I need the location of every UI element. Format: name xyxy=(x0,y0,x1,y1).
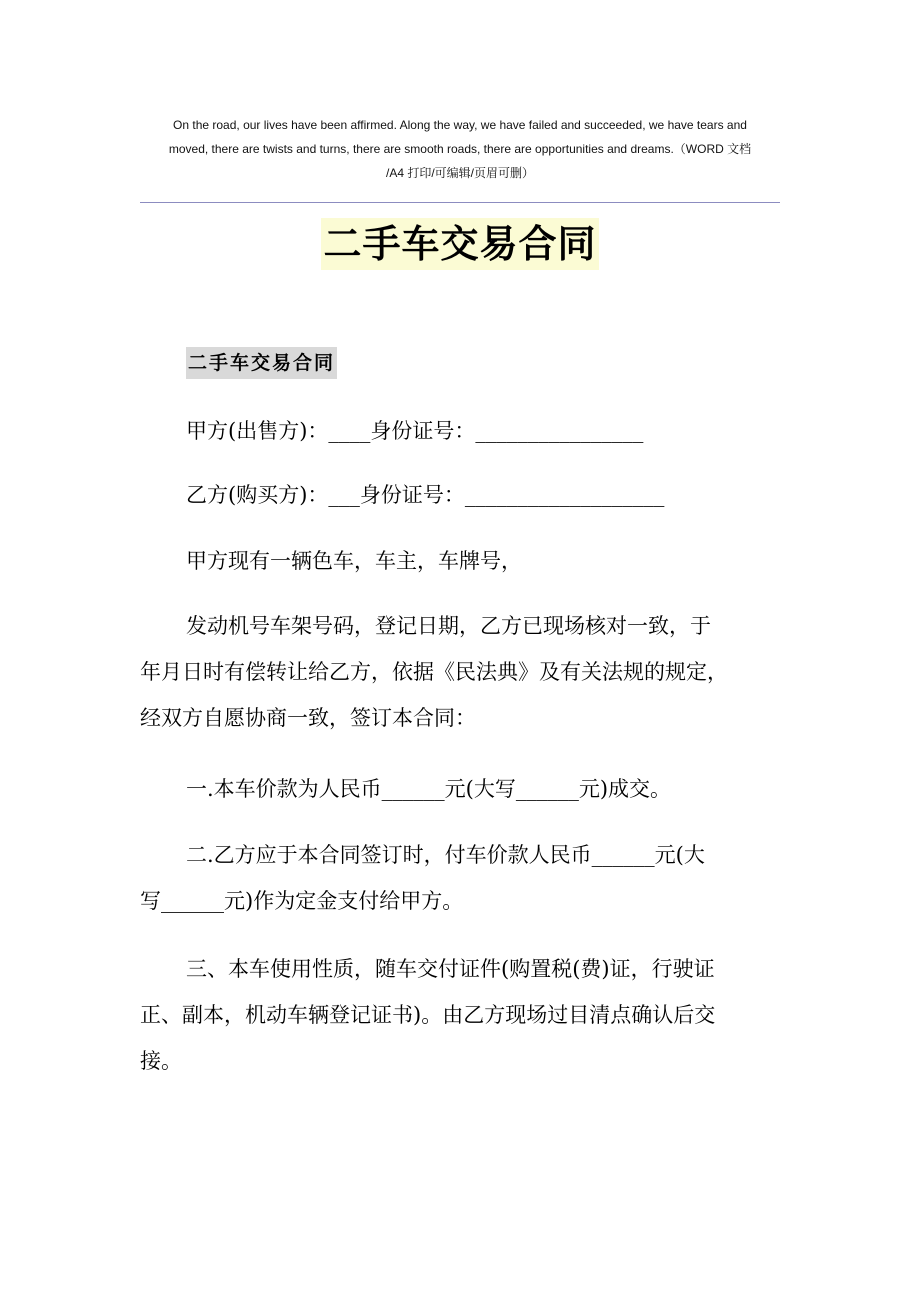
title-container xyxy=(0,218,920,270)
clause-2-line-2: 写______元)作为定金支付给甲方。 xyxy=(140,889,464,913)
clause-3-line-2: 正、副本，机动车辆登记证书)。由乙方现场过目清点确认后交 xyxy=(140,1003,716,1027)
party-a-text: 甲方(出售方)：____身份证号：________________ xyxy=(186,419,644,443)
clause-1-text: 一.本车价款为人民币______元(大写______元)成交。 xyxy=(186,777,672,801)
clause-3-line-3: 接。 xyxy=(140,1049,182,1073)
header-line-1: On the road, our lives have been affirmed. Along the way, we have failed and succeeded, we have tears and xyxy=(173,118,747,132)
party-b-line xyxy=(140,472,780,518)
engine-paragraph xyxy=(140,603,780,741)
vehicle-line xyxy=(140,538,780,584)
clause-1 xyxy=(140,766,780,812)
clause-2 xyxy=(140,832,780,924)
clause-2-line-1: 二.乙方应于本合同签订时，付车价款人民币______元(大 xyxy=(186,843,705,867)
document-subtitle: 二手车交易合同 xyxy=(186,347,337,379)
engine-line-3: 经双方自愿协商一致，签订本合同： xyxy=(140,706,476,730)
header-line-3: /A4 打印/可编辑/页眉可删） xyxy=(385,166,534,180)
clause-3 xyxy=(140,946,780,1084)
page-header xyxy=(140,113,780,185)
document-title: 二手车交易合同 xyxy=(321,218,598,270)
clause-3-line-1: 三、本车使用性质，随车交付证件(购置税(费)证，行驶证 xyxy=(186,957,715,981)
engine-line-2: 年月日时有偿转让给乙方，依据《民法典》及有关法规的规定， xyxy=(140,660,728,684)
party-a-line xyxy=(140,408,780,454)
party-b-text: 乙方(购买方)：___身份证号：___________________ xyxy=(186,483,665,507)
vehicle-text: 甲方现有一辆色车，车主，车牌号， xyxy=(186,549,522,573)
engine-line-1: 发动机号车架号码，登记日期，乙方已现场核对一致，于 xyxy=(186,614,711,638)
header-rule xyxy=(140,202,780,203)
header-line-2: moved, there are twists and turns, there are smooth roads, there are opportunities and dreams.（WORD 文档 xyxy=(168,142,752,156)
